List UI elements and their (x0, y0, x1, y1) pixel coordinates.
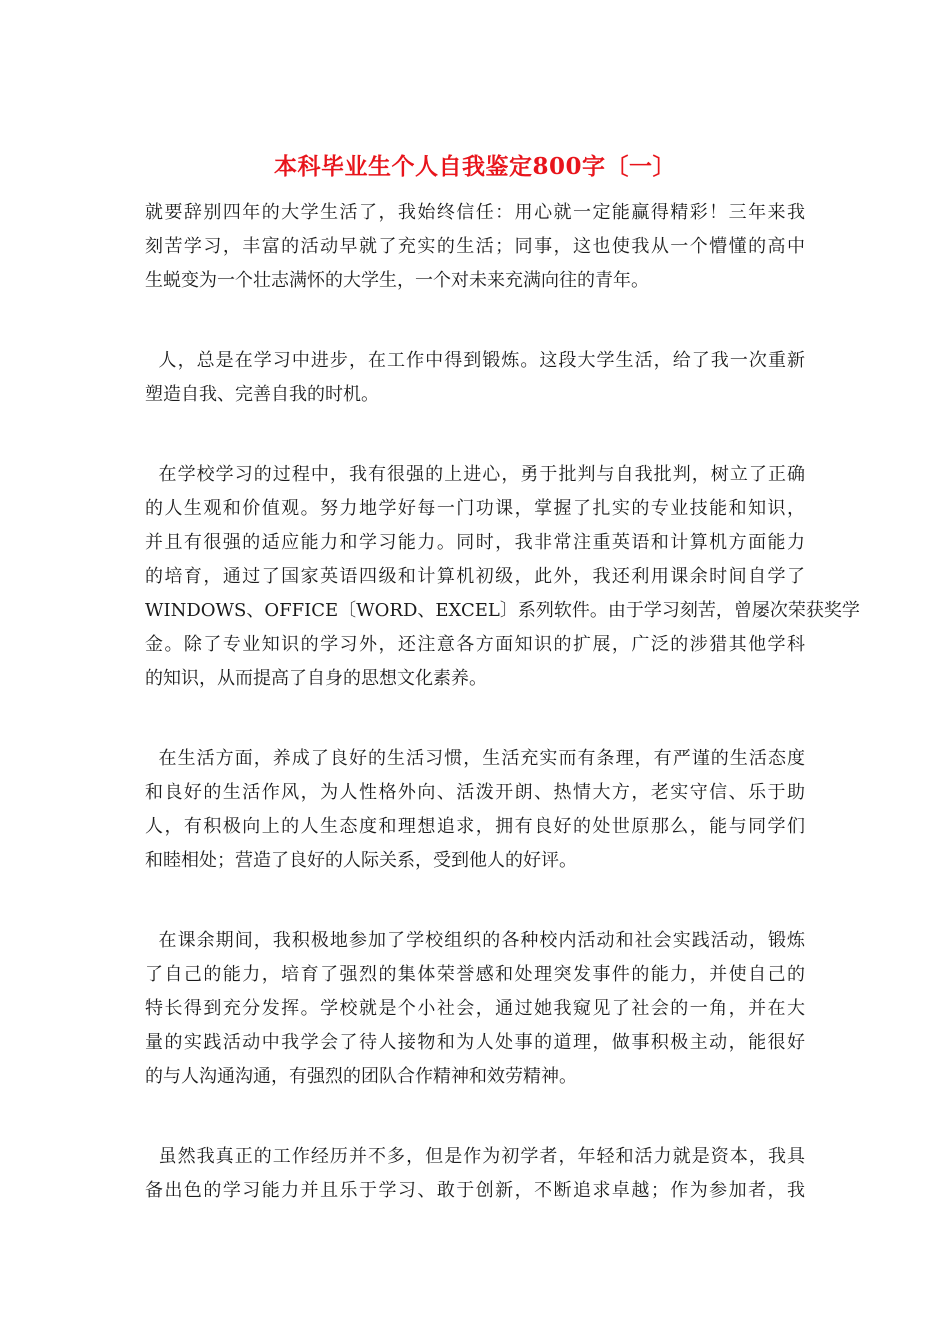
text-line: 的人生观和价值观。努力地学好每一门功课，掌握了扎实的专业技能和知识， (145, 498, 805, 519)
text-line: 的与人沟通沟通，有强烈的团队合作精神和效劳精神。 (145, 1066, 577, 1087)
text-line: 的知识，从而提高了自身的思想文化素养。 (145, 668, 487, 689)
paragraph-2 (145, 344, 805, 412)
text-line: 刻苦学习，丰富的活动早就了充实的生活；同事，这也使我从一个懵懂的高中 (145, 236, 805, 257)
text-line: 和良好的生活作风，为人性格外向、活泼开朗、热情大方，老实守信、乐于助 (145, 782, 805, 803)
paragraph-4 (145, 742, 805, 878)
paragraph-5 (145, 924, 805, 1094)
text-line: 塑造自我、完善自我的时机。 (145, 384, 379, 405)
text-line: 生蜕变为一个壮志满怀的大学生，一个对未来充满向往的青年。 (145, 270, 649, 291)
text-line: 金。除了专业知识的学习外，还注意各方面知识的扩展，广泛的涉猎其他学科 (145, 634, 805, 655)
text-line: 的培育，通过了国家英语四级和计算机初级，此外，我还利用课余时间自学了 (145, 566, 805, 587)
paragraph-3 (145, 458, 860, 696)
document-title: 本科毕业生个人自我鉴定800字〔一〕 (273, 153, 676, 180)
text-line: 并且有很强的适应能力和学习能力。同时，我非常注重英语和计算机方面能力 (145, 532, 805, 553)
text-line: 了自己的能力，培育了强烈的集体荣誉感和处理突发事件的能力，并使自己的 (145, 964, 805, 985)
text-line: 量的实践活动中我学会了待人接物和为人处事的道理，做事积极主动，能很好 (145, 1032, 805, 1053)
text-line: 和睦相处；营造了良好的人际关系，受到他人的好评。 (145, 850, 577, 871)
text-line: 在学校学习的过程中，我有很强的上进心，勇于批判与自我批判，树立了正确 (145, 464, 805, 485)
text-line: WINDOWS、OFFICE〔WORD、EXCEL〕系列软件。由于学习刻苦，曾屡次荣获奖学 (145, 600, 860, 621)
text-line: 特长得到充分发挥。学校就是个小社会，通过她我窥见了社会的一角，并在大 (145, 998, 805, 1019)
paragraph-1 (145, 196, 805, 298)
document-body (145, 196, 860, 1254)
text-line: 人，总是在学习中进步，在工作中得到锻炼。这段大学生活，给了我一次重新 (145, 350, 805, 371)
text-line: 在课余期间，我积极地参加了学校组织的各种校内活动和社会实践活动，锻炼 (145, 930, 805, 951)
paragraph-6 (145, 1140, 805, 1208)
text-line: 人，有积极向上的人生态度和理想追求，拥有良好的处世原那么，能与同学们 (145, 816, 805, 837)
text-line: 在生活方面，养成了良好的生活习惯，生活充实而有条理，有严谨的生活态度 (145, 748, 805, 769)
text-line: 就要辞别四年的大学生活了，我始终信任：用心就一定能赢得精彩！三年来我 (145, 202, 805, 223)
text-line: 备出色的学习能力并且乐于学习、敢于创新，不断追求卓越；作为参加者，我 (145, 1180, 805, 1201)
text-line: 虽然我真正的工作经历并不多，但是作为初学者，年轻和活力就是资本，我具 (145, 1146, 805, 1167)
